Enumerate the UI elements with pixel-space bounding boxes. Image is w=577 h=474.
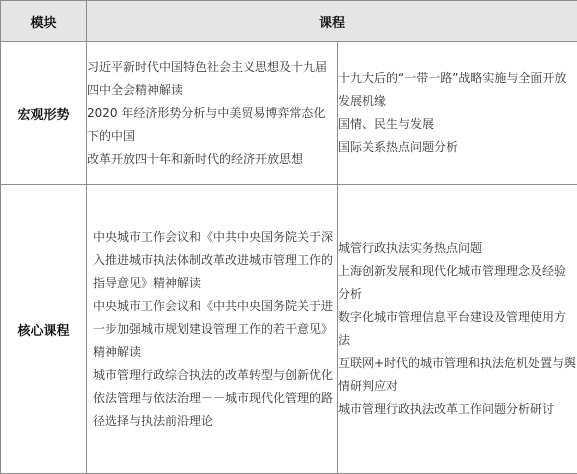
course-item: 改革开放四十年和新时代的经济开放思想 — [87, 151, 304, 166]
table-row — [1, 42, 577, 185]
table-header-row — [1, 1, 577, 42]
course-column-header: 课程 — [87, 1, 577, 42]
course-item: 城市管理行政执法改革工作问题分析研讨 — [338, 402, 555, 416]
course-list-right — [338, 42, 577, 185]
course-item: 国情、民生与发展 — [338, 117, 435, 131]
course-item: 数字化城市管理信息平台建设及管理使用方法 — [338, 310, 567, 347]
course-item: 上海创新发展和现代化城市管理理念及经验分析 — [338, 264, 567, 301]
module-cell: 核心课程 — [1, 185, 87, 474]
course-item: 习近平新时代中国特色社会主义思想及十九届四中全会精神解读 — [87, 59, 328, 97]
course-item: 中央城市工作会议和《中共中央国务院关于深入推进城市执法体制改革改进城市管理工作的指导意见》精神解读 — [93, 229, 334, 290]
module-column-header: 模块 — [1, 1, 87, 42]
table-row — [1, 185, 577, 474]
course-item: 城市管理行政综合执法的改革转型与创新优化 — [93, 367, 334, 382]
module-cell: 宏观形势 — [1, 42, 87, 185]
course-item: 十九大后的“一带一路”战略实施与全面开放发展机缘 — [338, 71, 567, 108]
course-list-right — [338, 185, 577, 474]
course-item: 中央城市工作会议和《中共中央国务院关于进一步加强城市规划建设管理工作的若干意见》精神解读 — [93, 298, 334, 359]
course-list-left — [87, 42, 338, 185]
course-item: 国际关系热点问题分析 — [338, 140, 459, 154]
course-item: 互联网+时代的城市管理和执法危机处置与舆情研判应对 — [338, 356, 577, 393]
course-item: 城管行政执法实务热点问题 — [338, 241, 483, 255]
course-item: 2020 年经济形势分析与中美贸易博弈常态化下的中国 — [87, 105, 326, 143]
course-item: 依法管理与依法治理－－城市现代化管理的路径选择与执法前沿理论 — [93, 390, 334, 428]
course-list-left — [87, 185, 338, 474]
